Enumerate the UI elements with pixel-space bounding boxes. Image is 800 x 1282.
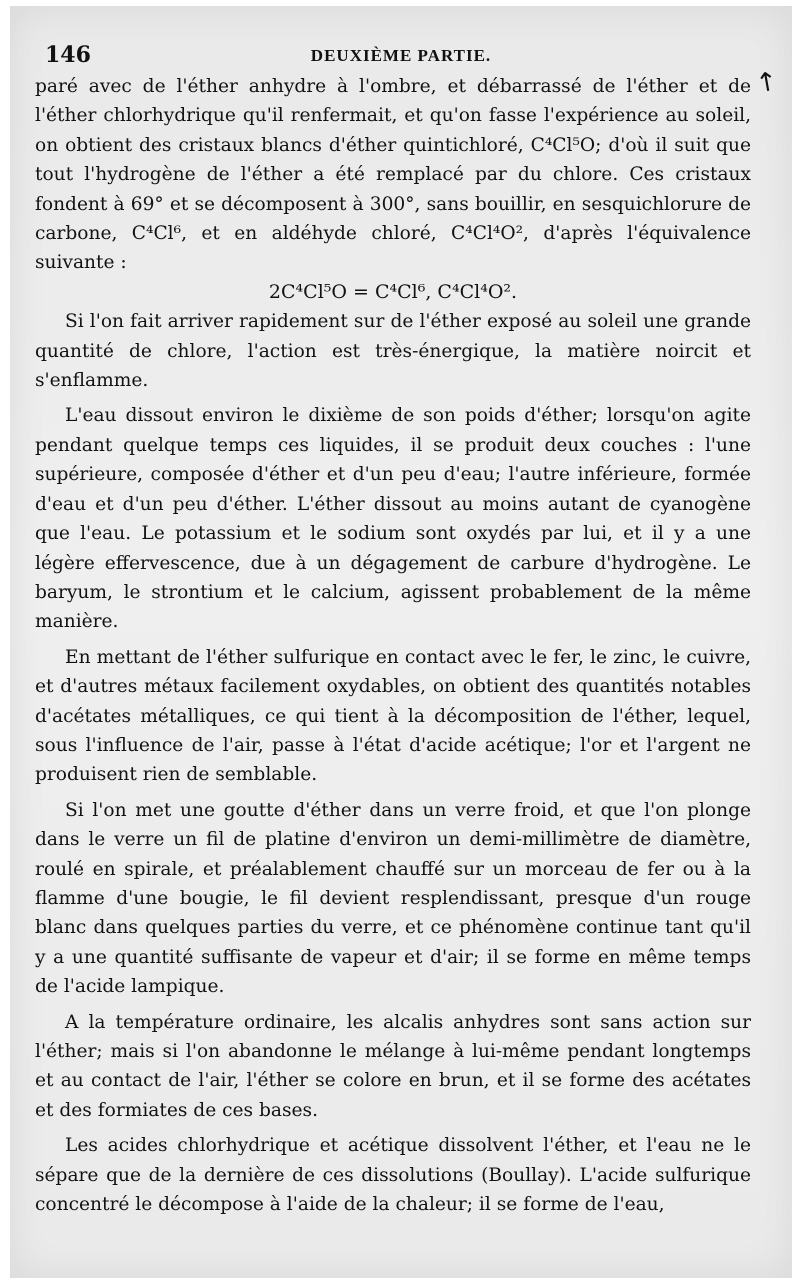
paragraph-acids: Les acides chlorhydrique et acétique dissolvent l'éther, et l'eau ne le sépare que de la dernière de ces dissolutions (Boullay). L'acide sulfurique concentré le décompose à l'aide de la chaleur; il se forme de l'eau, (35, 1135, 751, 1216)
paragraph-water-ether: L'eau dissout environ le dixième de son poids d'éther; lorsqu'on agite pendant quelque temps ces liquides, il se produit deux couches : l'une supérieure, composée d'éther et d'un peu d'eau; l'autre inférieure, formée d'eau et d'un peu d'éther. L'éther dissout au moins autant de cyanogène que l'eau. Le potassium et le sodium sont oxydés par lui, et il y a une légère effervescence, due à un dégagement de carbure d'hydrogène. Le baryum, le strontium et le calcium, agissent probablement de la même manière. (35, 405, 751, 633)
page-number: 146 (45, 42, 91, 68)
paragraph-alkalis: A la température ordinaire, les alcalis anhydres sont sans action sur l'éther; mais si l'on abandonne le mélange à lui-même pendant longtemps et au contact de l'air, l'éther se colore en brun, et il se forme des acétates et des formiates de ces bases. (35, 1011, 751, 1121)
body-text (35, 72, 751, 1219)
paragraph-platinum: Si l'on met une goutte d'éther dans un verre froid, et que l'on plonge dans le verre un fil de platine d'environ un demi-millimètre de diamètre, roulé en spirale, et préalablement chauffé sur un morceau de fer ou à la flamme d'une bougie, le fil devient resplendissant, presque d'un rouge blanc dans quelques parties du verre, et ce phénomène continue tant qu'il y a une quantité suffisante de vapeur et d'air; il se forme en même temps de l'acide lampique. (35, 799, 751, 998)
chemical-equation: 2C⁴Cl⁵O = C⁴Cl⁶, C⁴Cl⁴O². (268, 280, 518, 303)
paragraph-chlorine-sunlight: Si l'on fait arriver rapidement sur de l'éther exposé au soleil une grande quantité de chlore, l'action est très-énergique, la matière noircit et s'enflamme. (35, 311, 751, 392)
paragraph-continued: paré avec de l'éther anhydre à l'ombre, et débarrassé de l'éther et de l'éther chlorhydrique qu'il renfermait, et qu'on fasse l'expérience au soleil, on obtient des cristaux blancs d'éther quintichloré, C⁴Cl⁵O; d'où il suit que tout l'hydrogène de l'éther a été remplacé par du chlore. Ces cristaux fondent à 69° et se décomposent à 300°, sans bouillir, en sesquichlorure de carbone, C⁴Cl⁶, et en aldéhyde chloré, C⁴Cl⁴O², d'après l'équivalence suivante : (35, 76, 751, 274)
page-header (45, 42, 757, 72)
running-head: DEUXIÈME PARTIE. (310, 46, 492, 65)
paragraph-metals: En mettant de l'éther sulfurique en contact avec le fer, le zinc, le cuivre, et d'autres métaux facilement oxydables, on obtient des quantités notables d'acétates métalliques, ce qui tient à la décomposition de l'éther, lequel, sous l'influence de l'air, passe à l'état d'acide acétique; l'or et l'argent ne produisent rien de semblable. (35, 646, 751, 786)
margin-mark: ↑ (753, 66, 781, 100)
